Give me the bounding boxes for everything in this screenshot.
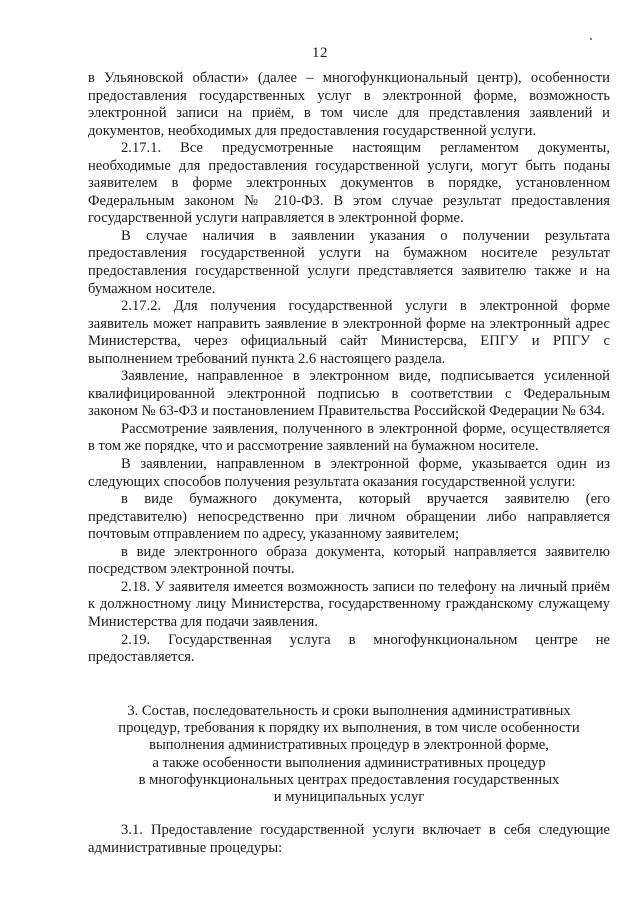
section-heading-line: 3. Состав, последовательность и сроки выполнения административных <box>127 703 571 719</box>
paragraph-paper-result: В случае наличия в заявлении указания о получении результата предоставления государственной услуги на бумажном носителе результат предоставления государственной услуги представляется заявителю также и на бумажном носителе. <box>88 227 610 297</box>
paragraph-mfc-continuation: в Ульяновской области» (далее – многофункциональный центр), особенности предоставления государственных услуг в электронной форме, возможность электронной записи на приём, в том числе для представления заявлений и документов, необходимых для предоставления государственной услуги. <box>88 70 610 139</box>
paragraph-paper-document: в виде бумажного документа, который вручается заявителю (его представителю) непосредственно при личном обращении либо направляется почтовым отправлением по адресу, указанному заявителем; <box>88 491 610 543</box>
paragraph-electronic-signature: Заявление, направленное в электронном виде, подписывается усиленной квалифицированной электронной подписью в соответствии с Федеральным законом № 63-ФЗ и постановлением Правительства Российской Федерации № 634. <box>88 368 610 420</box>
section-heading <box>88 703 610 806</box>
section-heading-line: выполнения административных процедур в электронной форме, <box>149 737 549 754</box>
paragraph-review: Рассмотрение заявления, полученного в электронной форме, осуществляется в том же порядке, что и рассмотрение заявлений на бумажном носителе. <box>88 420 610 455</box>
paragraph-2-17-2: 2.17.2. Для получения государственной услуги в электронной форме заявитель может направить заявление в электронной форме на электронный адрес Министерства, через официальный сайт Министерсва, ЕПГУ и РПГУ с выполнением требований пункта 2.6 настоящего раздела. <box>88 298 610 367</box>
section-heading-line: и муниципальных услуг <box>273 789 425 806</box>
document-body <box>88 70 610 667</box>
page-number: 12 <box>312 45 328 61</box>
paragraph-2-17-1: 2.17.1. Все предусмотренные настоящим регламентом документы, необходимые для предоставления государственной услуги, могут быть поданы заявителем в форме электронных документов в порядке, установленном Федеральным законом № 210-ФЗ. В этом случае результат предоставления государственной услуги направляется в электронной форме. <box>88 140 610 227</box>
paragraph-2-19: 2.19. Государственная услуга в многофункциональном центре не предоставляется. <box>88 631 610 666</box>
section-heading-line: процедур, требования к порядку их выполнения, в том числе особенности <box>118 720 580 737</box>
section-heading-line: в многофункциональных центрах предоставления государственных <box>138 771 560 788</box>
paragraph-3-1: 3.1. Предоставление государственной услуги включает в себя следующие административные процедуры: <box>88 822 610 856</box>
paragraph-result-methods: В заявлении, направленном в электронной форме, указывается один из следующих способов получения результата оказания государственной услуги: <box>88 456 610 490</box>
section-3-body <box>88 822 610 857</box>
section-heading-line: а также особенности выполнения административных процедур <box>152 754 546 771</box>
scan-speck <box>590 38 592 40</box>
paragraph-electronic-image: в виде электронного образа документа, который направляется заявителю посредством электронной почты. <box>88 543 610 578</box>
paragraph-2-18: 2.18. У заявителя имеется возможность записи по телефону на личный приём к должностному лицу Министерства, государственному гражданскому служащему Министерства для подачи заявления. <box>88 578 610 630</box>
